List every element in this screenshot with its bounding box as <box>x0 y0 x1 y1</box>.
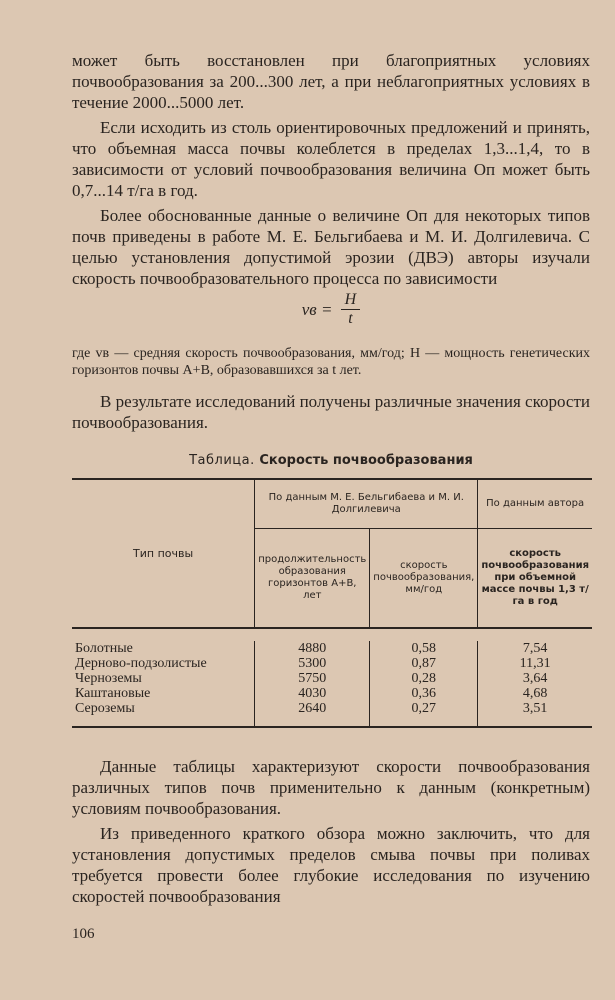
header-soil-type: Тип почвы <box>72 479 255 628</box>
header-duration: продолжительность образования горизонтов A+B, лет <box>255 529 370 629</box>
author-speed-cell: 3,64 <box>522 671 548 686</box>
soil-type-cell: Болотные <box>72 641 255 656</box>
header-group-belgibaev: По данным М. Е. Бельгибаева и М. И. Долгилевича <box>255 479 478 529</box>
paragraph-4: В результате исследований получены различные значения скорости почвообразования. <box>72 392 590 432</box>
author-speed-cell: 11,31 <box>519 656 551 671</box>
table-row <box>72 701 592 716</box>
header-author-speed: скорость почвообразования при объемной массе почвы 1,3 т/га в год <box>478 529 592 629</box>
duration-cell: 4030 <box>255 686 370 701</box>
formula-lhs: vв = <box>301 299 333 319</box>
header-group-author: По данным автора <box>478 479 592 529</box>
soil-type-cell: Черноземы <box>72 671 255 686</box>
speed-cell: 0,87 <box>370 656 478 671</box>
paragraph-2: Если исходить из столь ориентировочных предложений и принять, что объемная масса почвы колеблется в пределах 1,3...1,4, то в зависимости от условий почвообразования величина Oп может быть 0,7...14 т/га в год. <box>72 118 590 200</box>
author-speed-cell: 7,54 <box>522 641 548 656</box>
paragraph-6: Из приведенного краткого обзора можно заключить, что для установления допустимых пределов смыва почвы при поливах требуется провести более глубокие исследования по изучению скоростей почвообразования <box>72 824 590 906</box>
formula-denominator: t <box>348 310 353 327</box>
formula-fraction <box>341 291 361 328</box>
soil-type-cell: Дерново-подзолистые <box>72 656 255 671</box>
page-content <box>72 50 590 907</box>
author-speed-cell: 3,51 <box>522 701 548 716</box>
table-row <box>72 656 592 671</box>
table-caption-title: Скорость почвообразования <box>259 453 473 468</box>
soil-type-cell: Каштановые <box>72 686 255 701</box>
speed-cell: 0,28 <box>370 671 478 686</box>
author-speed-cell: 4,68 <box>522 686 548 701</box>
speed-cell: 0,36 <box>370 686 478 701</box>
duration-cell: 2640 <box>255 701 370 716</box>
table-caption-prefix: Таблица. <box>189 453 255 468</box>
speed-cell: 0,27 <box>370 701 478 716</box>
formula-numerator: H <box>341 291 361 310</box>
formula-explanation: где vв — средняя скорость почвообразования, мм/год; H — мощность генетических горизонтов почвы A+B, образовавшихся за t лет. <box>72 346 590 378</box>
table-row <box>72 686 592 701</box>
paragraph-5: Данные таблицы характеризуют скорости почвообразования различных типов почв применительно к данным (конкретным) условиям почвообразования. <box>72 757 590 818</box>
speed-cell: 0,58 <box>370 641 478 656</box>
duration-cell: 4880 <box>255 641 370 656</box>
formula <box>72 291 590 341</box>
paragraph-1: может быть восстановлен при благоприятных условиях почвообразования за 200...300 лет, а при неблагоприятных условиях в течение 2000...5000 лет. <box>72 51 590 112</box>
table-row <box>72 641 592 656</box>
page-number: 106 <box>72 926 95 942</box>
soil-type-cell: Сероземы <box>72 701 255 716</box>
header-speed: скорость почвообразования, мм/год <box>370 529 478 629</box>
duration-cell: 5300 <box>255 656 370 671</box>
table-body <box>72 628 592 727</box>
duration-cell: 5750 <box>255 671 370 686</box>
table-row <box>72 671 592 686</box>
paragraph-3: Более обоснованные данные о величине Oп для некоторых типов почв приведены в работе М. Е. Бельгибаева и М. И. Долгилевича. С целью установления допустимой эрозии (ДВЭ) авторы изучали скорость почвообразовательного процесса по зависимости <box>72 206 590 288</box>
soil-formation-table <box>72 478 592 728</box>
table-caption <box>72 453 590 468</box>
